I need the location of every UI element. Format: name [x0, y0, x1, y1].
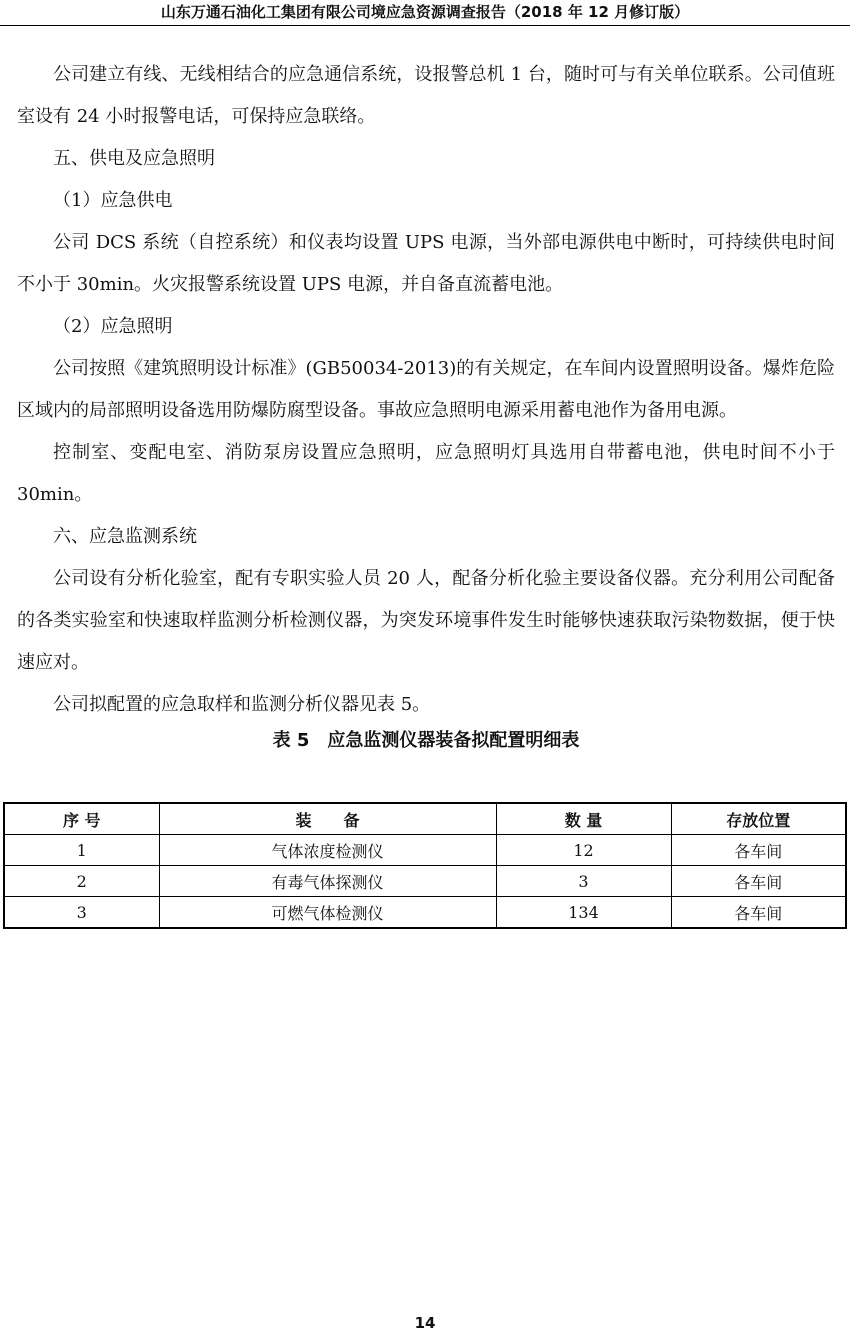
section-heading-monitoring: 六、应急监测系统 — [53, 526, 197, 547]
cell-location: 各车间 — [671, 866, 846, 897]
document-body — [17, 54, 835, 756]
cell-equipment: 有毒气体探测仪 — [159, 866, 496, 897]
header-quantity: 数 量 — [496, 803, 671, 835]
paragraph-lab: 公司设有分析化验室，配有专职实验人员 20 人，配备分析化验主要设备仪器。充分利用公司配备的各类实验室和快速取样监测分析检测仪器，为突发环境事件发生时能够快速获取污染物数据，便于快速应对。 — [17, 568, 835, 673]
cell-location: 各车间 — [671, 835, 846, 866]
cell-index: 2 — [4, 866, 159, 897]
header-equipment: 装 备 — [159, 803, 496, 835]
equipment-table — [3, 802, 847, 929]
header-location: 存放位置 — [671, 803, 846, 835]
page-header: 山东万通石油化工集团有限公司境应急资源调查报告（2018 年 12 月修订版） — [0, 0, 850, 26]
cell-quantity: 134 — [496, 897, 671, 929]
paragraph-table-reference: 公司拟配置的应急取样和监测分析仪器见表 5。 — [53, 694, 431, 715]
table-caption: 表 5 应急监测仪器装备拟配置明细表 — [272, 730, 580, 751]
cell-quantity: 3 — [496, 866, 671, 897]
subheading-emergency-lighting: （2）应急照明 — [53, 316, 173, 337]
cell-index: 3 — [4, 897, 159, 929]
table-header-row — [4, 803, 846, 835]
equipment-table-wrapper — [3, 802, 845, 929]
cell-quantity: 12 — [496, 835, 671, 866]
paragraph-lighting-rooms: 控制室、变配电室、消防泵房设置应急照明，应急照明灯具选用自带蓄电池，供电时间不小于 30min。 — [17, 442, 835, 505]
cell-equipment: 气体浓度检测仪 — [159, 835, 496, 866]
cell-equipment: 可燃气体检测仪 — [159, 897, 496, 929]
cell-location: 各车间 — [671, 897, 846, 929]
page-number: 14 — [414, 1314, 436, 1332]
paragraph-lighting-standard: 公司按照《建筑照明设计标准》(GB50034-2013)的有关规定，在车间内设置照明设备。爆炸危险区域内的局部照明设备选用防爆防腐型设备。事故应急照明电源采用蓄电池作为备用电源。 — [17, 358, 835, 421]
table-row — [4, 866, 846, 897]
table-row — [4, 835, 846, 866]
paragraph-emergency-power: 公司 DCS 系统（自控系统）和仪表均设置 UPS 电源，当外部电源供电中断时，可持续供电时间不小于 30min。火灾报警系统设置 UPS 电源，并自备直流蓄电池。 — [17, 232, 835, 295]
subheading-emergency-power: （1）应急供电 — [53, 190, 173, 211]
paragraph-communication: 公司建立有线、无线相结合的应急通信系统，设报警总机 1 台，随时可与有关单位联系。公司值班室设有 24 小时报警电话，可保持应急联络。 — [17, 64, 835, 127]
cell-index: 1 — [4, 835, 159, 866]
header-index: 序 号 — [4, 803, 159, 835]
table-row — [4, 897, 846, 929]
section-heading-power-lighting: 五、供电及应急照明 — [53, 148, 215, 169]
